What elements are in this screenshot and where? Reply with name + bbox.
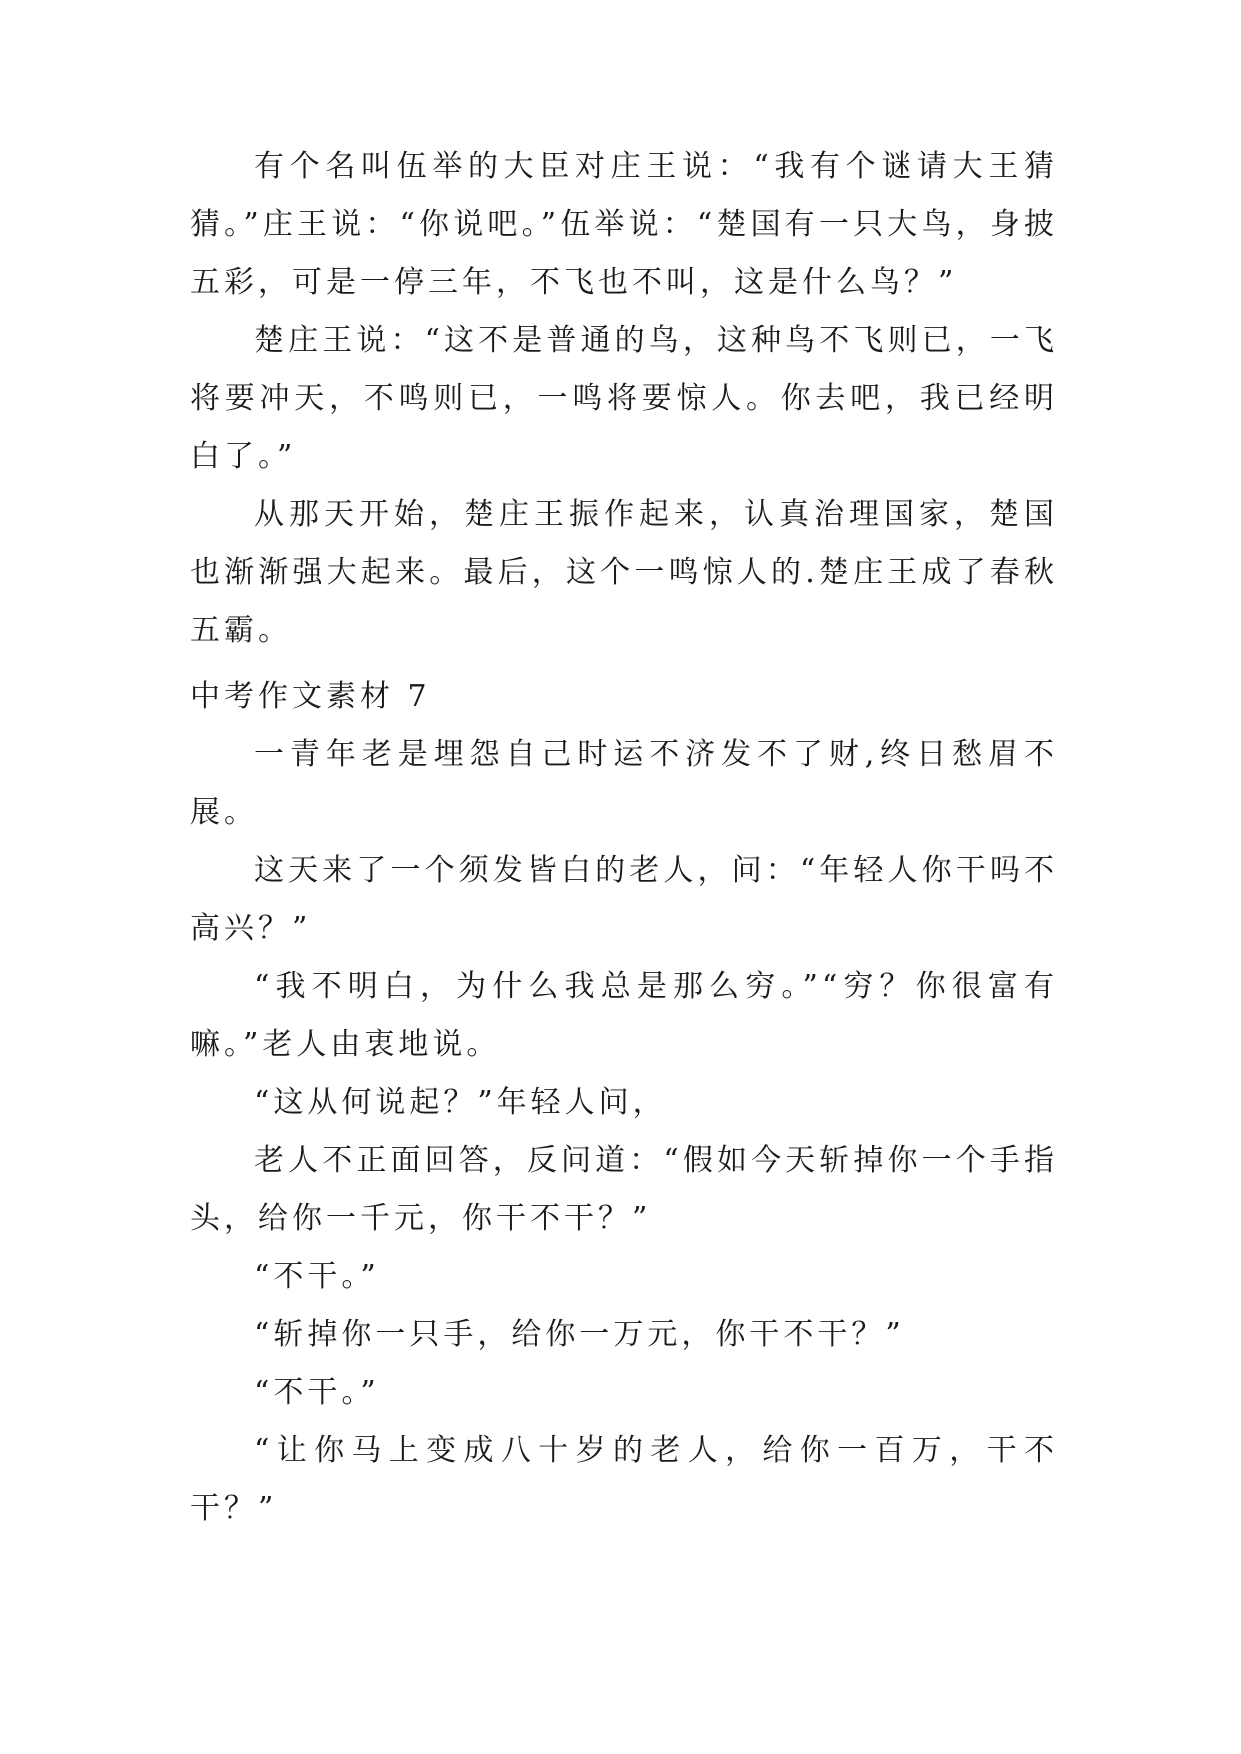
paragraph-youth-poor: “我不明白，为什么我总是那么穷。”“穷？你很富有嘛。”老人由衷地说。: [190, 969, 1058, 1062]
paragraph-youth-question: “这从何说起？”年轻人问，: [254, 1085, 667, 1120]
paragraph-hand-offer: “斩掉你一只手，给你一万元，你干不干？”: [254, 1317, 905, 1352]
paragraph-finger-offer: 老人不正面回答，反问道：“假如今天斩掉你一个手指头，给你一千元，你干不干？”: [190, 1143, 1058, 1236]
essay-material-section: [190, 668, 1058, 1538]
paragraph-conclusion: 从那天开始，楚庄王振作起来，认真治理国家，楚国也渐渐强大起来。最后，这个一鸣惊人的.楚庄王成了春秋五霸。: [190, 497, 1058, 648]
paragraph-youth-complains: 一青年老是埋怨自己时运不济发不了财,终日愁眉不展。: [190, 737, 1058, 830]
paragraph-refuse-2: “不干。”: [254, 1375, 380, 1410]
paragraph-riddle: 有个名叫伍举的大臣对庄王说：“我有个谜请大王猜猜。”庄王说：“你说吧。”伍举说：“楚国有一只大鸟，身披五彩，可是一停三年，不飞也不叫，这是什么鸟？”: [190, 149, 1058, 300]
paragraph-old-man-asks: 这天来了一个须发皆白的老人，问：“年轻人你干吗不高兴？”: [190, 853, 1058, 946]
paragraph-king-reply: 楚庄王说：“这不是普通的鸟，这种鸟不飞则已，一飞将要冲天，不鸣则已，一鸣将要惊人。你去吧，我已经明白了。”: [190, 323, 1058, 474]
paragraph-age-offer: “让你马上变成八十岁的老人，给你一百万，干不干？”: [190, 1433, 1058, 1526]
story-section: [190, 138, 1058, 660]
paragraph-refuse-1: “不干。”: [254, 1259, 380, 1294]
section-heading: 中考作文素材 7: [190, 679, 431, 714]
